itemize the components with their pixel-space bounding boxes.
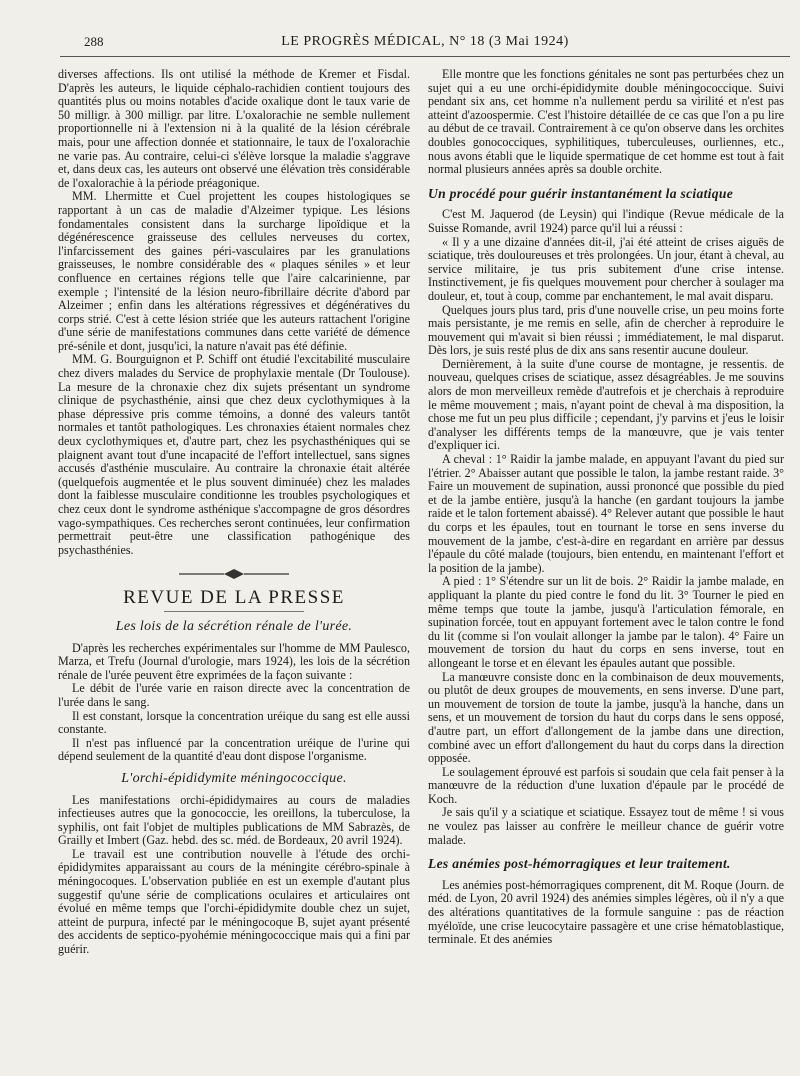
paragraph: Dernièrement, à la suite d'une course de montagne, je ressentis. de nouveau, quelques crises de sciatique, assez désagréables. Je me souvins alors de mon merveilleux remède d'autrefois et je cherchais à reproduire le même mouvement ; mais, n'ayant point de cheval à ma disposition, la chose me fut un peu plus difficile ; cependant, j'y parvins et j'eus le loisir d'analyser les différents temps de la manœuvre, que je vais tenter d'expliquer ici. xyxy=(428,356,784,453)
paragraph: A pied : 1° S'étendre sur un lit de bois. 2° Raidir la jambe malade, en appliquant la plante du pied contre le fond du lit. 3° Tourner le pied en même temps que toute la jambe, jusqu'à l'articulation fémorale, en supination forcée, tout en appuyant fortement avec le talon contre le fond du lit (comme si l'on voulait allonger la jambe par le talon). 4° Faire un mouvement de torsion du haut du corps en sens inverse, tout en allongeant le torse et en élevant les épaules autant que possible. xyxy=(428,574,784,670)
paragraph: « Il y a une dizaine d'années dit-il, j'ai été atteint de crises aiguës de sciatique, très douloureuses et très prolongées. Un jour, étant à cheval, au service militaire, je tus pris subitement d'une crise intense. Instinctivement, je fis quelques mouvement pour chercher à soulager ma douleur, et, tout à coup, comme par enchantement, le mal avait disparu. xyxy=(428,234,784,303)
paragraph: Les manifestations orchi-épididymaires au cours de maladies infectieuses autres que la gonococcie, les oreillons, la tuberculose, la syphilis, ont fait l'objet de multiples publications de MM Sabrazès, de Grailly et Imbert (Gaz. hebd. des sc. méd. de Bordeaux, 20 avril 1924). xyxy=(58,792,410,848)
article-heading: Les lois de la sécrétion rénale de l'urée. xyxy=(115,618,353,634)
paragraph: Le soulagement éprouvé est parfois si soudain que cela fait penser à la manœuvre de la réduction d'une luxation d'épaule par le procédé de Koch. xyxy=(428,764,784,806)
paragraph: Elle montre que les fonctions génitales ne sont pas perturbées chez un sujet qui a eu une orchi-épididymite double méningococcique. Suivi pendant six ans, cet homme n'a nullement perdu sa virilité et n'est pas atteint d'azoospermie. C'est l'histoire détaillée de ce cas que l'on a pu lire au début de ce travail. Contrairement à ce qu'on observe dans les orchites doubles gonococciques, syphilitiques, tuberculeuses, ourliennes, etc., nous avons établi que le liquide spermatique de cet homme est tout à fait normal plusieurs années après sa double orchite. xyxy=(428,67,784,177)
paragraph: Quelques jours plus tard, pris d'une nouvelle crise, un peu moins forte mais persistante, je me remis en selle, afin de chercher à reproduire le mouvement qui m'avait si bien réussi ; immédiatement, le mal disparut. Dès lors, je suis resté plus de dix ans sans resentir aucune douleur. xyxy=(428,302,784,358)
right-column xyxy=(428,68,784,947)
article-heading: Les anémies post-hémorragiques et leur traitement. xyxy=(428,856,731,872)
ornamental-divider xyxy=(179,567,289,581)
paragraph: diverses affections. Ils ont utilisé la méthode de Kremer et Fisdal. D'après les auteurs, le liquide céphalo-rachidien contient toujours des quantités plus ou moins notables d'acide oxalique dont le taux varie de 50 milligr. à 300 milligr. par litre. L'oxalorachie ne semble nullement proportionnelle ni à l'extension ni à la qualité de la lésion cérébrale mais, pour une affection donnée et stationnaire, le taux de l'oxalorachie ne varie pas. Au contraire, celui-ci s'élève lorsque la maladie s'aggrave et, dans deux cas, les auteurs ont observé une élévation très considérable de l'oxalorachie à la période préagonique. xyxy=(58,67,410,190)
paragraph: D'après les recherches expérimentales sur l'homme de MM Paulesco, Marza, et Trefu (Journal d'urologie, mars 1924), les lois de la sécrétion rénale de l'urée peuvent être exprimées de la façon suivante : xyxy=(58,640,410,682)
section-rule xyxy=(164,611,304,612)
paragraph: MM. G. Bourguignon et P. Schiff ont étudié l'excitabilité musculaire chez divers malades du Service de prophylaxie mentale (Dr Toulouse). La mesure de la chronaxie chez dix sujets présentant un syndrome clinique de psychasthénie, ainsi que chez deux cyclothymiques à la phase dépressive pris comme témoins, a donné des valeurs tantôt normales et tantôt pathologiques. Les chronaxies étaient normales chez deux cyclothymiques et, d'autre part, chez les psychasthéniques qui se plaignent avant tout d'une incapacité de l'effort intellectuel, sans signes accusés d'asthénie musculaire. Au contraire la chronaxie était altérée (quelquefois augmentée et le plus souvent diminuée) chez les malades dont la faiblesse musculaire conditionne les troubles psychologiques et chez ceux dont le syndrome asthénique s'accompagne de gros désordres vago-sympathiques. Ces recherches seront continuées, leur confirmation permettrait peut-être une classification pathogénique des psychasthénies. xyxy=(58,352,410,557)
running-title: LE PROGRÈS MÉDICAL, N° 18 (3 Mai 1924) xyxy=(281,34,569,49)
paragraph: La manœuvre consiste donc en la combinaison de deux mouvements, ou plutôt de deux groupes de mouvements, en sens inverse. D'une part, un mouvement de torsion de toute la jambe, jusqu'à la hanche, dans un sens, et un mouvement de torsion du haut du corps dans le sens opposé, d'autre part, un effort d'allongement de la jambe dans une direction, combiné avec un effort d'allongement du haut du corps dans la direction opposée. xyxy=(428,669,784,766)
paragraph: A cheval : 1° Raidir la jambe malade, en appuyant l'avant du pied sur l'étrier. 2° Abaisser autant que possible le talon, la jambe restant raide. 3° Faire un mouvement de supination, aussi prononcé que possible du pied et de la jambe entière, jusqu'à la hanche (en gardant toujours la jambe raide et le talon fortement abaissé). 4° Relever autant que possible le haut du corps et les épaules, tout en tournant le torse en sens inverse du mouvement de la jambe, c'est-à-dire en regardant en arrière par dessus l'épaule du côté malade (toujours, bien entendu, en maintenant l'effort et la position de la jambe). xyxy=(428,452,784,575)
paragraph: Il est constant, lorsque la concentration uréique du sang est elle aussi constante. xyxy=(58,708,410,737)
left-column xyxy=(58,68,410,957)
paragraph: Je sais qu'il y a sciatique et sciatique. Essayez tout de même ! si vous ne voulez pas laisser au confrère le meilleur chance de guérir votre malade. xyxy=(428,805,784,847)
paragraph: C'est M. Jaquerod (de Leysin) qui l'indique (Revue médicale de la Suisse Romande, avril 1924) parce qu'il lui a réussi : xyxy=(428,207,784,235)
paragraph: Il n'est pas influencé par la concentration uréique de l'urine qui dépend seulement de la quantité d'eau dont dispose l'organisme. xyxy=(58,735,410,764)
paragraph: Le travail est une contribution nouvelle à l'étude des orchi-épididymites apparaissant au cours de la méningite cérébro-spinale à méningocoques. L'observation publiée en est un exemple d'autant plus suggestif qu'une série de complications oculaires et articulaires ont évolué en même temps que l'orchi-épididymite double chez un sujet, atteint de purpura, infecté par le méningocoque B, sujet ayant présenté des accidents de septico-pyohémie méningococcique mais qui a fini par guérir. xyxy=(58,846,410,957)
paragraph: Les anémies post-hémorragiques comprenent, dit M. Roque (Journ. de méd. de Lyon, 20 avril 1924) des anémies simples légères, où il n'y a que des altérations quantitatives de la formule sanguine : pas de réaction myéloïde, une crise leucocytaire passagère et une crise hématoblastique, terminale. Et des anémies xyxy=(428,877,784,947)
running-header xyxy=(60,34,790,57)
article-heading: Un procédé pour guérir instantanément la sciatique xyxy=(428,185,734,201)
paragraph: Le débit de l'urée varie en raison directe avec la concentration de l'urée dans le sang. xyxy=(58,681,410,709)
page-number: 288 xyxy=(84,34,104,49)
paragraph: MM. Lhermitte et Cuel projettent les coupes histologiques se rapportant à un cas de maladie d'Alzeimer typique. Les lésions fondamentales consistent dans la surcharge lipoïdique et la dégénérescence graisseuse des cellules nerveuses du cortex, l'infarcissement des gaines péri-vasculaires par les granulations graisseuses, le nombre considérable des « plaques séniles » et leur confluence en certaines régions telle que l'aire calcarinienne, par exemple ; l'intensité de la lésion neuro-fibrillaire décrite d'abord par Alzeimer ; enfin dans les altérations régressives et dégénératives du corps strié. C'est à cette lésion striée que les auteurs rattachent l'origine d'une série de manifestations communes dans cette variété de démence pré-sénile et dont, jusqu'ici, la nature n'avait pas été définie. xyxy=(58,189,410,353)
section-title: REVUE DE LA PRESSE xyxy=(123,587,345,609)
article-heading: L'orchi-épididymite méningococcique. xyxy=(121,770,347,786)
